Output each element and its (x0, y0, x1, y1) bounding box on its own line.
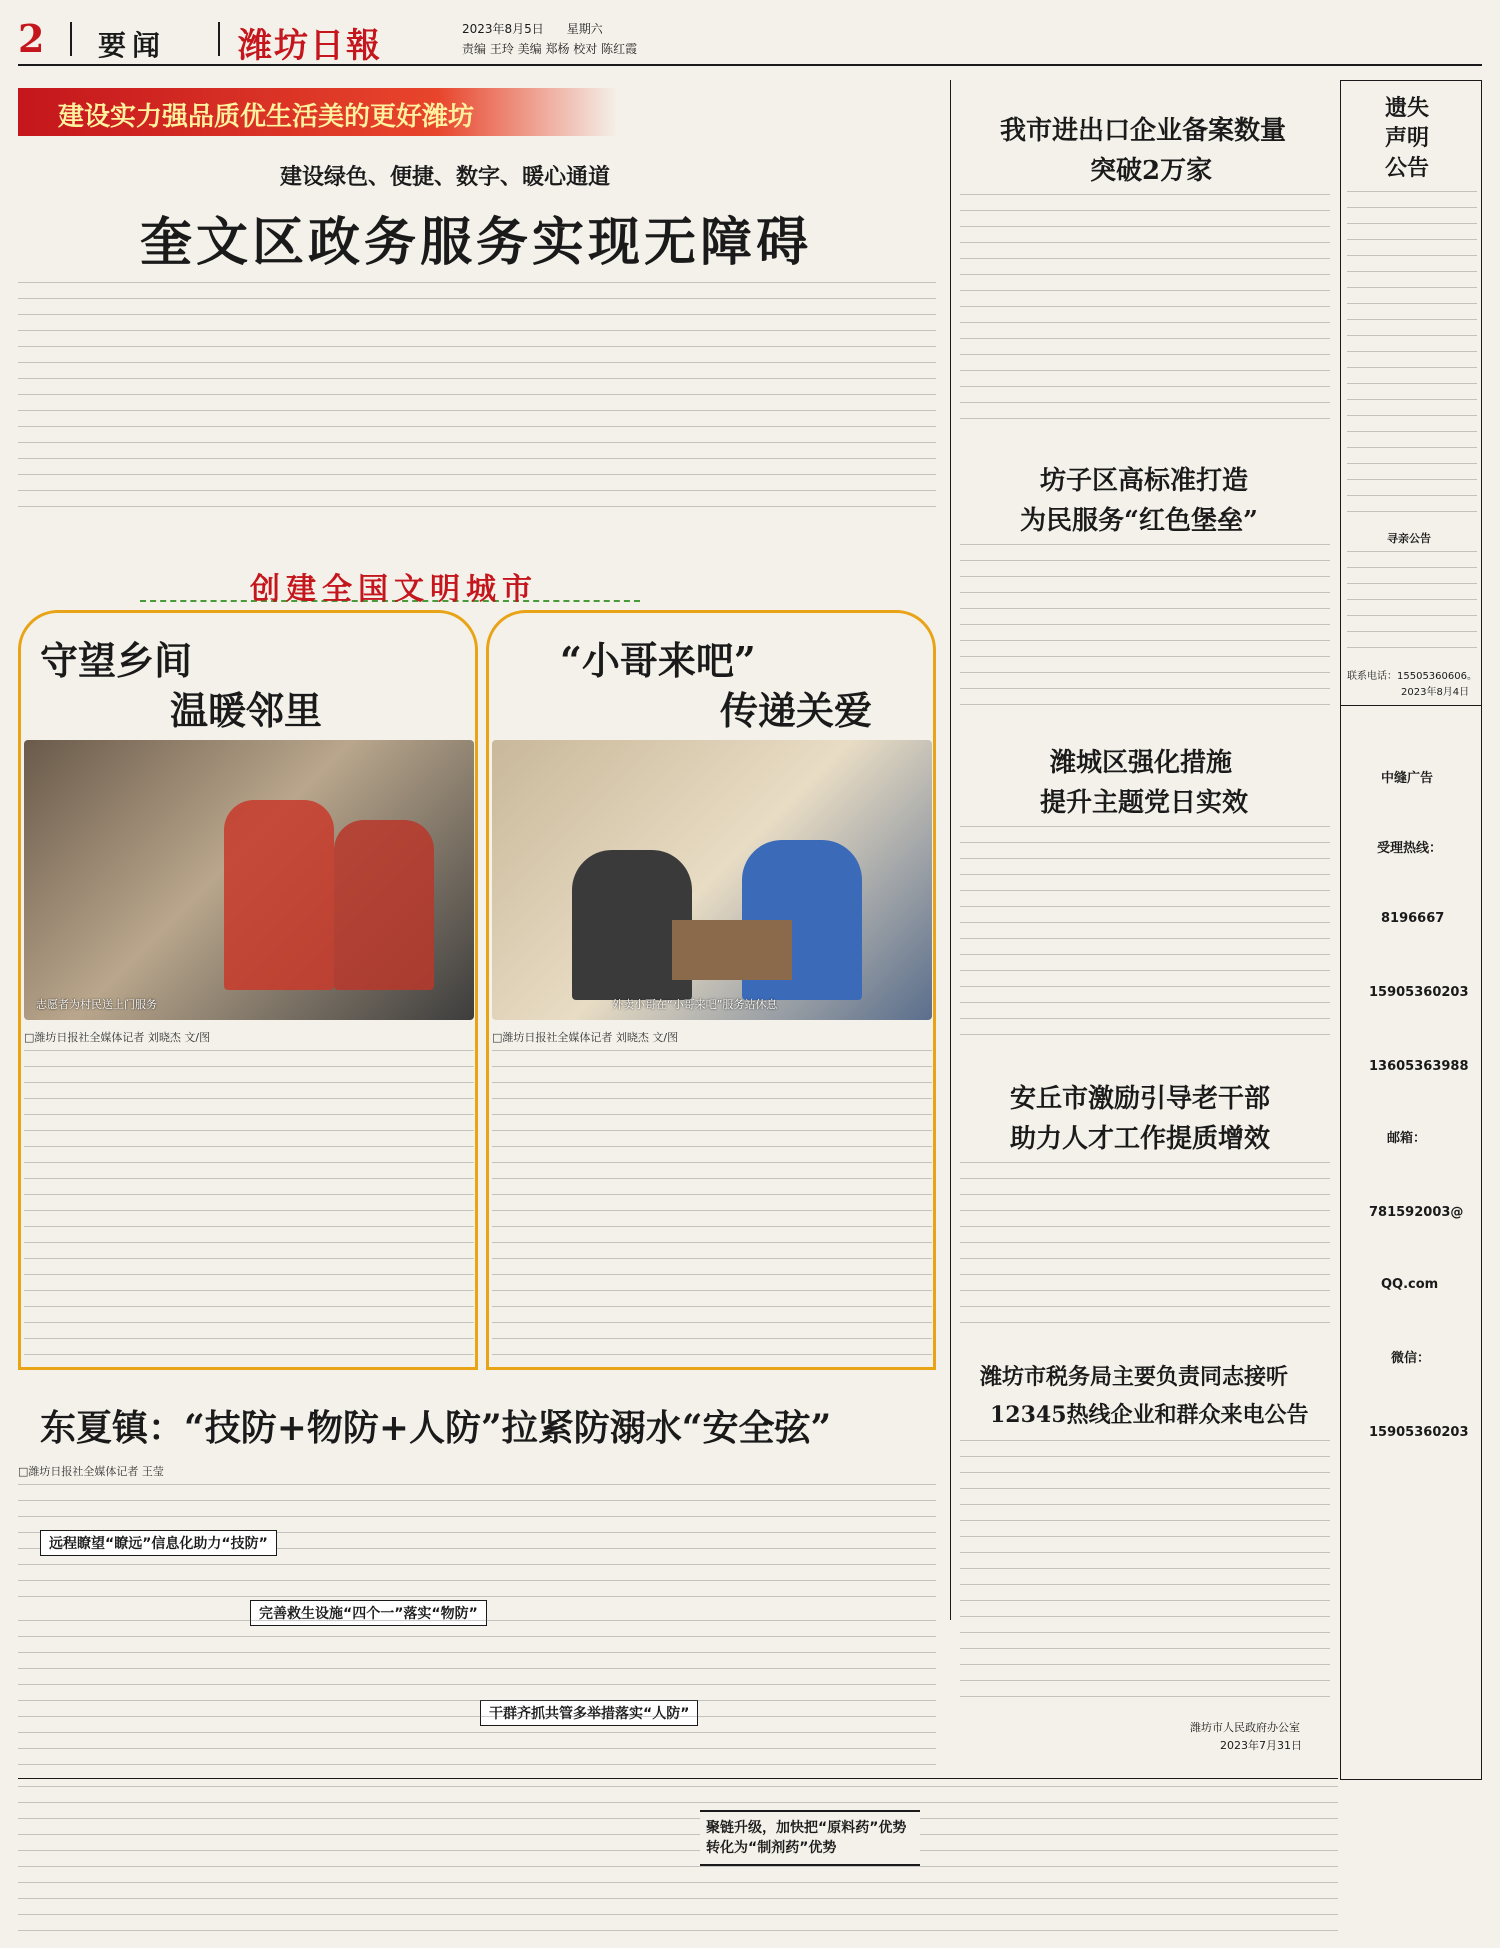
story5-sign: 潍坊市人民政府办公室 (1190, 1721, 1300, 1734)
weekday-text: 星期六 (566, 22, 603, 36)
dongxia-headline: 东夏镇：“技防+物防+人防”拉紧防溺水“安全弦” (40, 1407, 832, 1449)
column-divider (950, 80, 951, 1620)
page-number: 2 (18, 16, 45, 61)
volunteer-figure (334, 820, 434, 990)
story5-date: 2023年7月31日 (1220, 1739, 1302, 1752)
campaign-banner (18, 88, 618, 136)
lead-kicker: 建设绿色、便捷、数字、暖心通道 (280, 164, 611, 190)
sidebar-title-3: 公告 (1385, 155, 1430, 181)
table-shape (672, 920, 792, 980)
story5-body (960, 1440, 1330, 1700)
notice-contact: 联系电话：15505360606。 (1347, 671, 1477, 682)
sidebar-title-1: 遗失 (1385, 95, 1430, 121)
paper-name: 潍坊日報 (238, 26, 382, 66)
editor-credits: 责编 王玲 美编 郑杨 校对 陈红霞 (462, 42, 638, 56)
feature-right-title-1: “小哥来吧” (560, 638, 756, 683)
dongxia-body (18, 1620, 936, 1770)
story3-title-1: 潍城区强化措施 (1050, 748, 1233, 778)
photo-caption: 外卖小哥在“小哥来吧”服务站休息 (612, 998, 778, 1011)
hotline-phone: 13605363988 (1369, 1059, 1469, 1074)
story3-body (960, 826, 1330, 1036)
hotline-phone: 15905360203 (1369, 985, 1469, 1000)
feature-left-title-2: 温暖邻里 (170, 688, 323, 733)
story2-title-2: 为民服务“红色堡垒” (1020, 506, 1258, 536)
dongxia-subhead: 完善救生设施“四个一”落实“物防” (250, 1600, 487, 1626)
feature-right-title-2: 传递关爱 (720, 688, 873, 733)
email-user: 781592003@ (1369, 1205, 1464, 1220)
dongxia-subhead: 远程瞭望“瞭远”信息化助力“技防” (40, 1530, 277, 1556)
masthead-divider (218, 22, 220, 56)
civilized-city-title: 创建全国文明城市 (250, 572, 538, 607)
feature-right-byline: □潍坊日报社全媒体记者 刘晓杰 文/图 (492, 1031, 679, 1044)
dongxia-byline: □潍坊日报社全媒体记者 王莹 (18, 1465, 164, 1478)
feature-right-photo (492, 740, 932, 1020)
hotline-phone: 8196667 (1381, 911, 1445, 926)
story1-title-2: 突破2万家 (1090, 156, 1213, 186)
feature-left-photo (24, 740, 474, 1020)
dongxia-subhead: 干群齐抓共管多举措落实“人防” (480, 1700, 698, 1726)
bottom-kicker: 聚链升级，加快把“原料药”优势转化为“制剂药”优势 (700, 1810, 920, 1866)
feature-right-body (492, 1050, 932, 1360)
date-text: 2023年8月5日 (462, 22, 544, 36)
story4-body (960, 1162, 1330, 1332)
lost-notices-body (1347, 191, 1477, 521)
lead-body-text (18, 282, 936, 520)
ad-title: 中缝广告 (1381, 771, 1434, 786)
story2-title-1: 坊子区高标准打造 (1040, 466, 1249, 496)
campaign-banner-text: 建设实力强品质优生活美的更好潍坊 (58, 102, 475, 132)
lead-headline: 奎文区政务服务实现无障碍 (140, 212, 813, 273)
wechat-phone: 15905360203 (1369, 1425, 1469, 1440)
story5-title-2: 12345热线企业和群众来电公告 (990, 1402, 1309, 1428)
sidebar (1340, 80, 1482, 1780)
masthead (18, 14, 1482, 66)
sidebar-rule (1341, 705, 1481, 706)
story1-title-1: 我市进出口企业备案数量 (1000, 116, 1287, 146)
feature-left-body (24, 1050, 474, 1360)
publish-date (462, 20, 603, 37)
feature-left-byline: □潍坊日报社全媒体记者 刘晓杰 文/图 (24, 1031, 211, 1044)
bottom-rule (18, 1778, 1338, 1779)
story1-body (960, 194, 1330, 424)
wechat-label: 微信： (1391, 1351, 1431, 1366)
feature-left-title-1: 守望乡间 (40, 638, 193, 683)
notice-body (1347, 551, 1477, 661)
masthead-divider (70, 22, 72, 56)
story5-title-1: 潍坊市税务局主要负责同志接听 (980, 1364, 1289, 1390)
bottom-body (18, 1786, 1338, 1936)
postbox-label: 邮箱： (1387, 1131, 1427, 1146)
sidebar-title-2: 声明 (1385, 125, 1430, 151)
notice-title: 寻亲公告 (1387, 532, 1431, 545)
notice-date: 2023年8月4日 (1401, 687, 1470, 698)
civilized-city-banner (140, 560, 640, 610)
story4-title-1: 安丘市激励引导老干部 (1010, 1084, 1271, 1114)
volunteer-figure (224, 800, 334, 990)
story2-body (960, 544, 1330, 714)
photo-caption: 志愿者为村民送上门服务 (36, 998, 157, 1011)
story4-title-2: 助力人才工作提质增效 (1010, 1124, 1271, 1154)
hotline-label: 受理热线： (1377, 841, 1443, 856)
story3-title-2: 提升主题党日实效 (1040, 788, 1249, 818)
email-domain: QQ.com (1381, 1277, 1439, 1292)
section-name: 要闻 (98, 29, 167, 62)
